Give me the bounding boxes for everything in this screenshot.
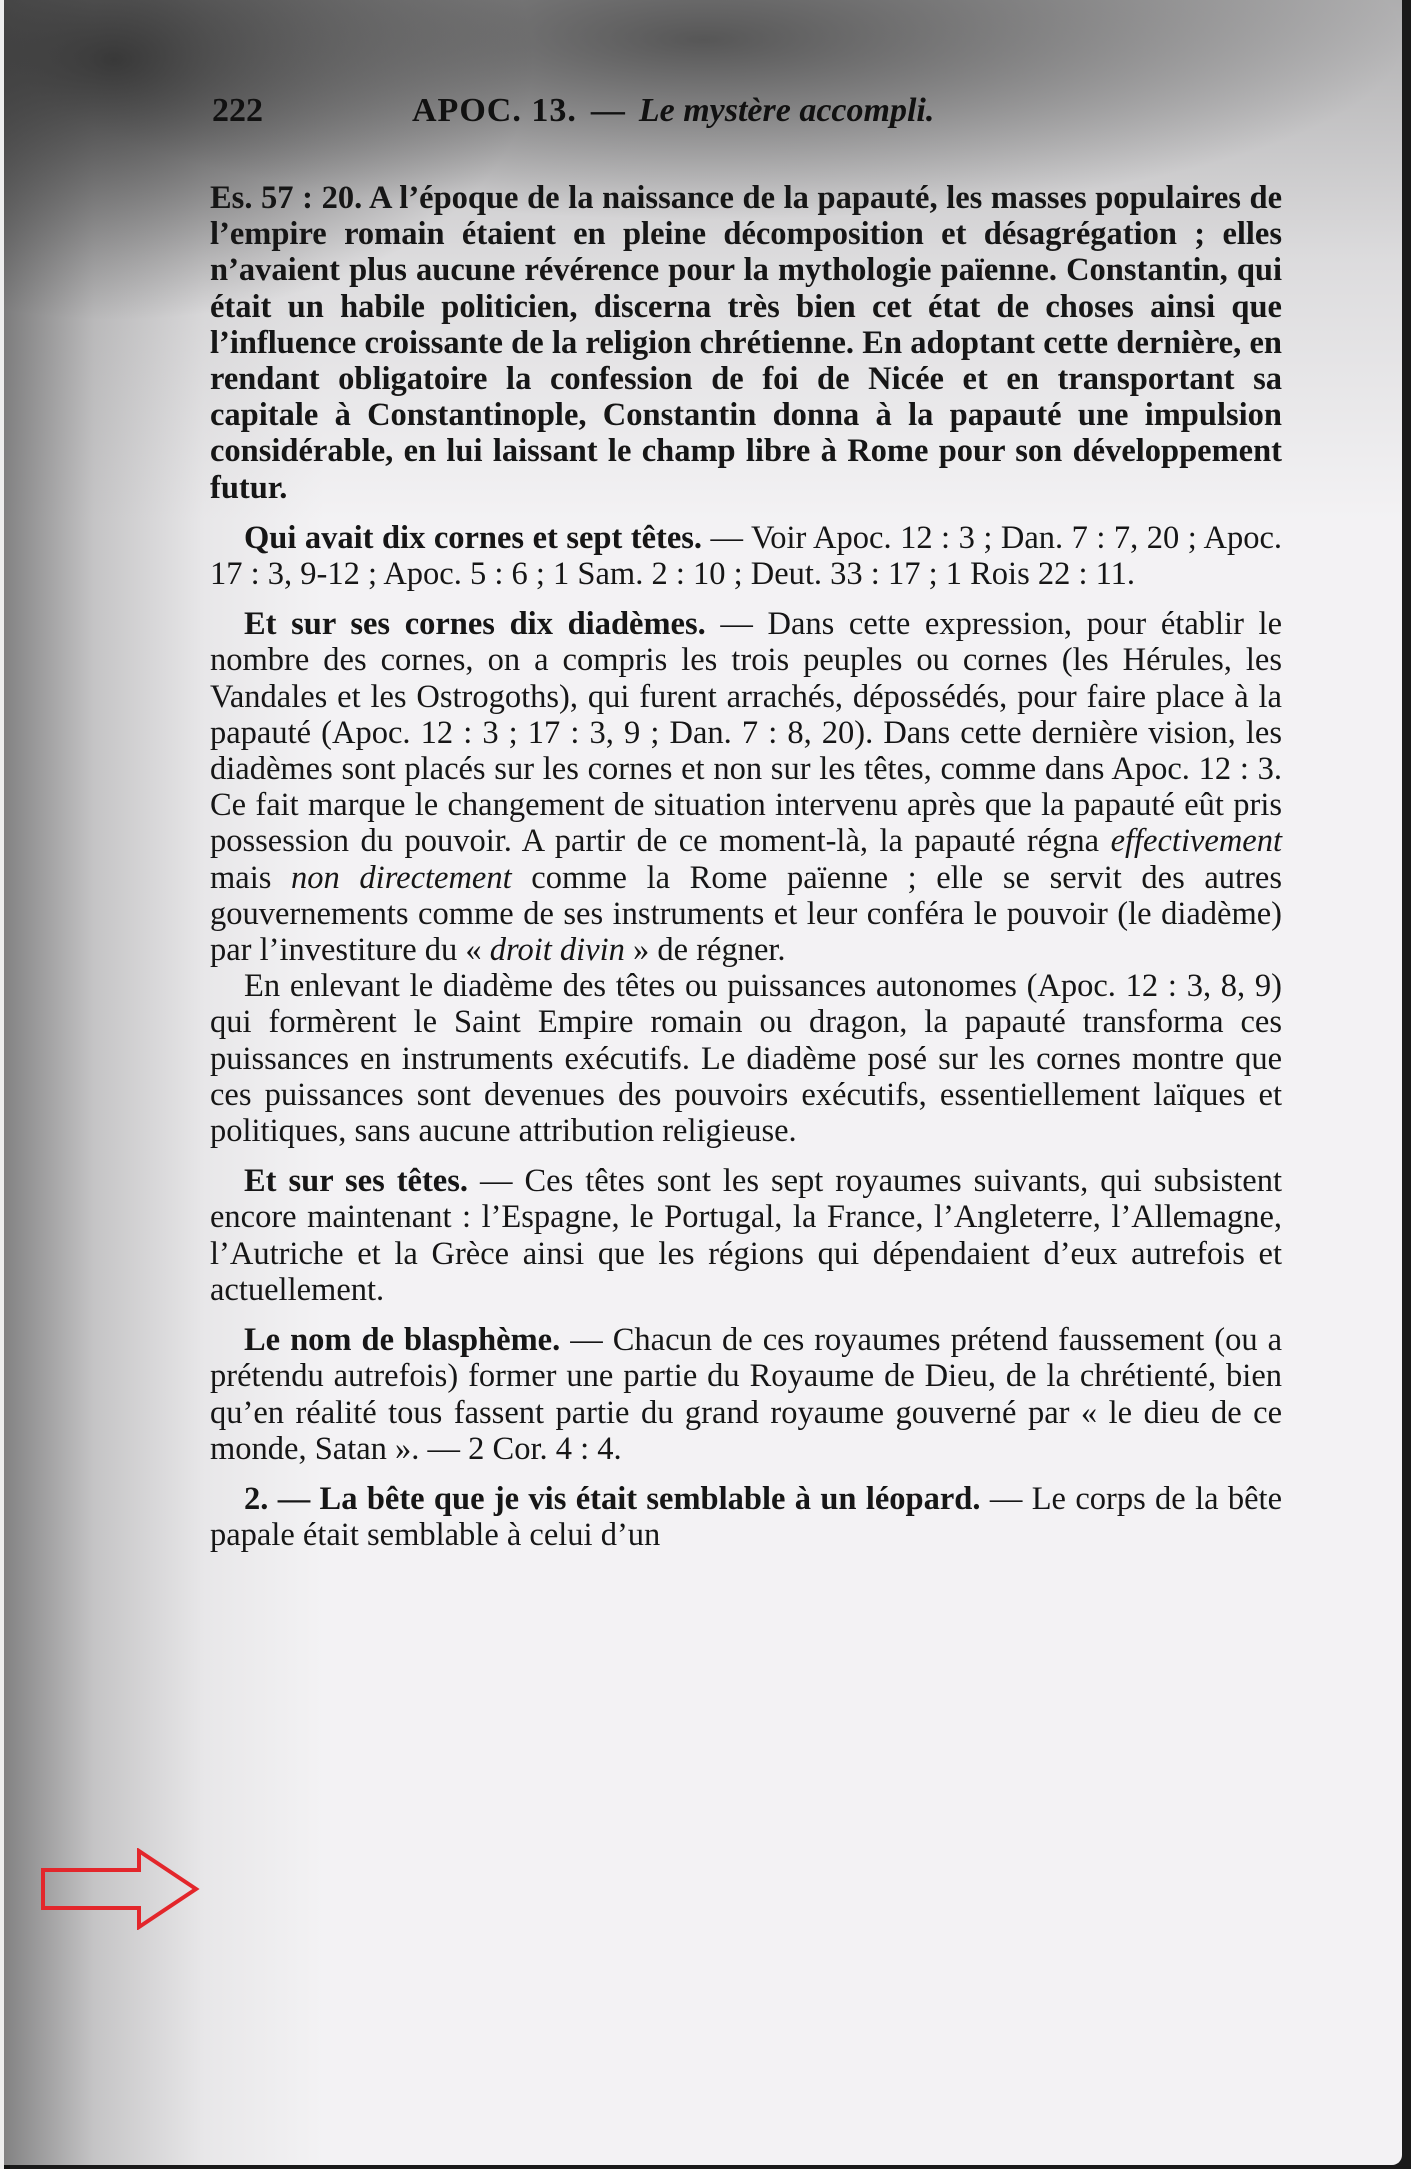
paragraph-body: — Le corps de la bête papale était semblable à celui d’un bbox=[210, 1480, 1283, 1554]
paragraph-heading: Qui avait dix cornes et sept têtes. bbox=[244, 519, 703, 556]
right-arrow-icon bbox=[40, 1848, 200, 1930]
page-number: 222 bbox=[212, 92, 263, 129]
paragraph-dix-cornes bbox=[210, 520, 1282, 592]
emphasis: effectivement bbox=[1110, 823, 1282, 860]
body-text bbox=[210, 180, 1282, 1553]
paragraph-body: comme la Rome païenne ; elle se servit des autres gouvernements comme de ses instruments et leur conféra le pouvoir (le diadème) par l’investiture du « bbox=[210, 859, 1282, 969]
emphasis: non directement bbox=[291, 859, 512, 896]
header-separator: — bbox=[590, 92, 625, 129]
paragraph-enlevant: En enlevant le diadème des têtes ou puissances autonomes (Apoc. 12 : 3, 8, 9) qui formèrent le Saint Empire romain ou dragon, la papauté transforma ces puissances en instruments exécutifs. Le diadème posé sur les cornes montre que ces puissances sont devenues des pouvoirs exécutifs, essentiellement laïques et politiques, sans aucune attribution religieuse. bbox=[210, 968, 1282, 1150]
paragraph-heading: Le nom de blasphème. bbox=[244, 1322, 561, 1359]
paragraph-blaspheme bbox=[210, 1322, 1282, 1467]
paragraph-verset-2 bbox=[210, 1481, 1282, 1553]
paragraph-body: mais bbox=[210, 859, 292, 896]
chapter-ref: APOC. 13. bbox=[412, 92, 577, 129]
paragraph-heading: Et sur ses cornes dix diadèmes. bbox=[244, 606, 706, 643]
emphasis: droit divin bbox=[489, 932, 625, 969]
paragraph-body: — Dans cette expression, pour établir le nombre des cornes, on a compris les trois peuples ou cornes (les Hérules, les Vandales et les Ostrogoths), qui furent arrachés, dépossédés, pour faire place à la papauté (Apoc. 12 : 3 ; 17 : 3, 9 ; Dan. 7 : 8, 20). Dans cette dernière vision, les diadèmes sont placés sur les cornes et non sur les têtes, comme dans Apoc. 12 : 3. Ce fait marque le changement de situation intervenu après que la papauté eût pris possession du pouvoir. A partir de ce moment-là, la papauté régna bbox=[210, 606, 1282, 860]
paragraph-sept-tetes bbox=[210, 1163, 1282, 1308]
paragraph-body: — Chacun de ces royaumes prétend faussement (ou a prétendu autrefois) former une partie du Royaume de Dieu, de la chrétienté, bien qu’en réalité tous fassent partie du grand royaume gouverné par « le dieu de ce monde, Satan ». — 2 Cor. 4 : 4. bbox=[210, 1322, 1283, 1467]
paragraph-body: — Ces têtes sont les sept royaumes suivants, qui subsistent encore maintenant : l’Espagne, le Portugal, la France, l’Angleterre, l’Allemagne, l’Autriche et la Grèce ainsi que les régions qui dépendaient d’eux autrefois et actuellement. bbox=[210, 1163, 1282, 1308]
paragraph-body: » de régner. bbox=[624, 932, 786, 969]
paragraph-body: — Voir Apoc. 12 : 3 ; Dan. 7 : 7, 20 ; Apoc. 17 : 3, 9-12 ; Apoc. 5 : 6 ; 1 Sam. 2 : 10 ; Deut. 33 : 17 ; 1 Rois 22 : 11. bbox=[210, 519, 1283, 593]
running-title bbox=[412, 92, 934, 130]
paragraph-heading: 2. — La bête que je vis était semblable à un léopard. bbox=[244, 1480, 981, 1517]
paragraph-dix-diademes bbox=[210, 606, 1282, 968]
running-header bbox=[212, 92, 1212, 142]
paragraph-intro: Es. 57 : 20. A l’époque de la naissance de la papauté, les masses populaires de l’empire romain étaient en pleine décomposition et désagrégation ; elles n’avaient plus aucune révérence pour la mythologie païenne. Constantin, qui était un habile politicien, discerna très bien cet état de choses ainsi que l’influence croissante de la religion chrétienne. En adoptant cette dernière, en rendant obligatoire la confession de foi de Nicée et en transportant sa capitale à Constantinople, Constantin donna à la papauté une impulsion considérable, en lui laissant le champ libre à Rome pour son développement futur. bbox=[210, 180, 1282, 506]
annotation-arrow bbox=[43, 1851, 196, 1927]
paragraph-heading: Et sur ses têtes. bbox=[244, 1163, 468, 1200]
chapter-title: Le mystère accompli. bbox=[638, 92, 935, 129]
